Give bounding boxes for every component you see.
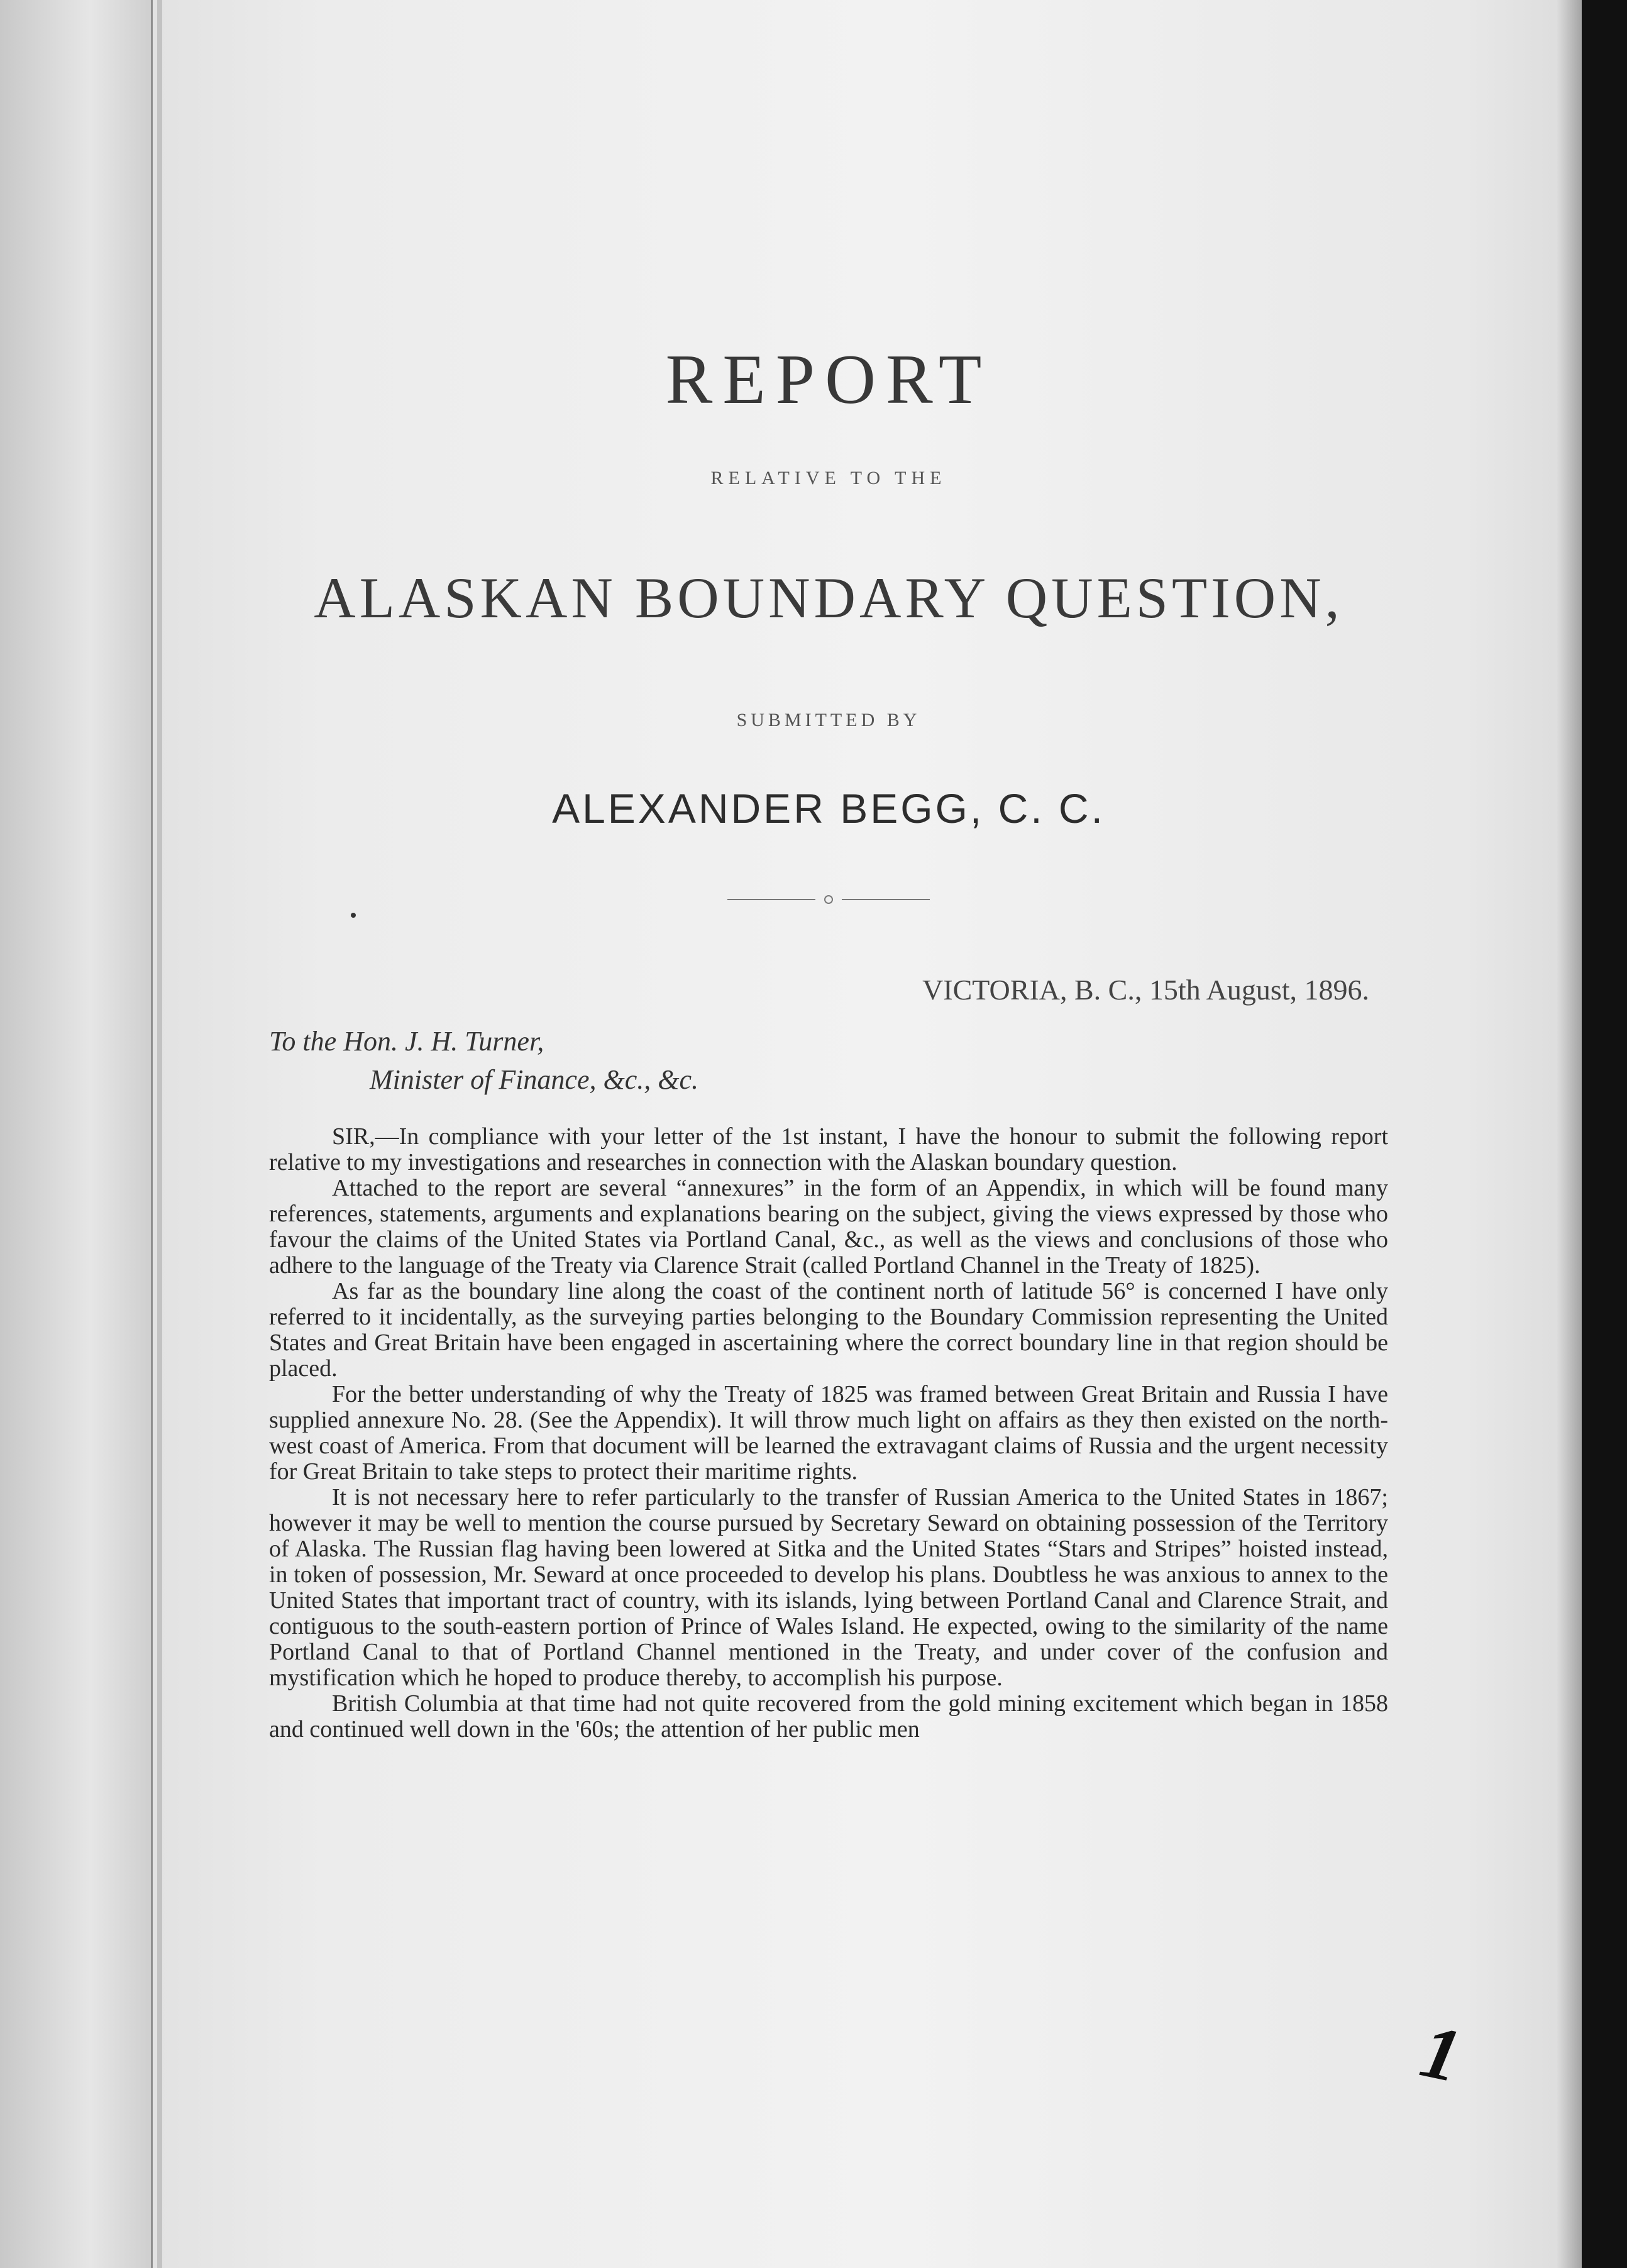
submitted-by-line: SUBMITTED BY [736,710,921,730]
ornament-circle [824,895,833,904]
body-text [269,1124,1388,1742]
ornament-line-left [727,899,815,900]
relative-to-line: RELATIVE TO THE [710,468,947,488]
main-title: ALASKAN BOUNDARY QUESTION, [314,566,1343,630]
paragraph: For the better understanding of why the Treaty of 1825 was framed between Great Britain and Russia I have supplied annexure No. 28. (See the Appendix). It will throw much light on affairs as they then existed on the north-west coast of America. From that document will be learned the extravagant claims of Russia and the urgent necessity for Great Britain to take steps to protect their maritime rights. [269,1381,1388,1485]
paragraph: As far as the boundary line along the coast of the continent north of latitude 56° is concerned I have only referred to it incidentally, as the surveying parties belonging to the Boundary Commission representing the United States and Great Britain have been engaged in ascertaining where the correct boundary line in that region should be placed. [269,1278,1388,1382]
page-number: 1 [1413,2008,1469,2098]
paragraph: Attached to the report are several “annexures” in the form of an Appendix, in which will be found many references, statements, arguments and explanations bearing on the subject, giving the views expressed by those who favour the claims of the United States via Portland Canal, &c., as well as the views and conclusions of those who adhere to the language of the Treaty via Clarence Strait (called Portland Channel in the Treaty of 1825). [269,1175,1388,1279]
right-dark-edge [1582,0,1627,2268]
addressee-title: Minister of Finance, &c., &c. [370,1064,698,1095]
paragraph: SIR,—In compliance with your letter of the 1st instant, I have the honour to submit the following report relative to my investigations and researches in connection with the Alaskan boundary question. [269,1123,1388,1175]
paragraph: British Columbia at that time had not quite recovered from the gold mining excitement which began in 1858 and continued well down in the '60s; the attention of her public men [269,1690,1388,1742]
author-name: ALEXANDER BEGG, C. C. [552,785,1105,832]
document-content [269,327,1388,1742]
binding-line [157,0,162,2268]
place-date: VICTORIA, B. C., 15th August, 1896. [922,974,1369,1006]
ink-dot [351,913,356,918]
ornament-divider [269,895,1388,904]
left-margin-strip [0,0,153,2268]
right-edge-shadow [1557,0,1582,2268]
ornament-line-right [842,899,930,900]
report-title: REPORT [665,341,992,419]
paragraph: It is not necessary here to refer particularly to the transfer of Russian America to the United States in 1867; however it may be well to mention the course pursued by Secretary Seward on obtaining possession of the Territory of Alaska. The Russian flag having been lowered at Sitka and the United States “Stars and Stripes” hoisted instead, in token of possession, Mr. Seward at once proceeded to develop his plans. Doubtless he was anxious to annex to the United States that important tract of country, with its islands, lying between Portland Canal and Clarence Strait, and contiguous to the south-eastern portion of Prince of Wales Island. He expected, owing to the similarity of the name Portland Canal to that of Portland Channel mentioned in the Treaty, and under cover of the confusion and mystification which he hoped to produce thereby, to accomplish his purpose. [269,1484,1388,1691]
addressee: To the Hon. J. H. Turner, [269,1026,544,1057]
